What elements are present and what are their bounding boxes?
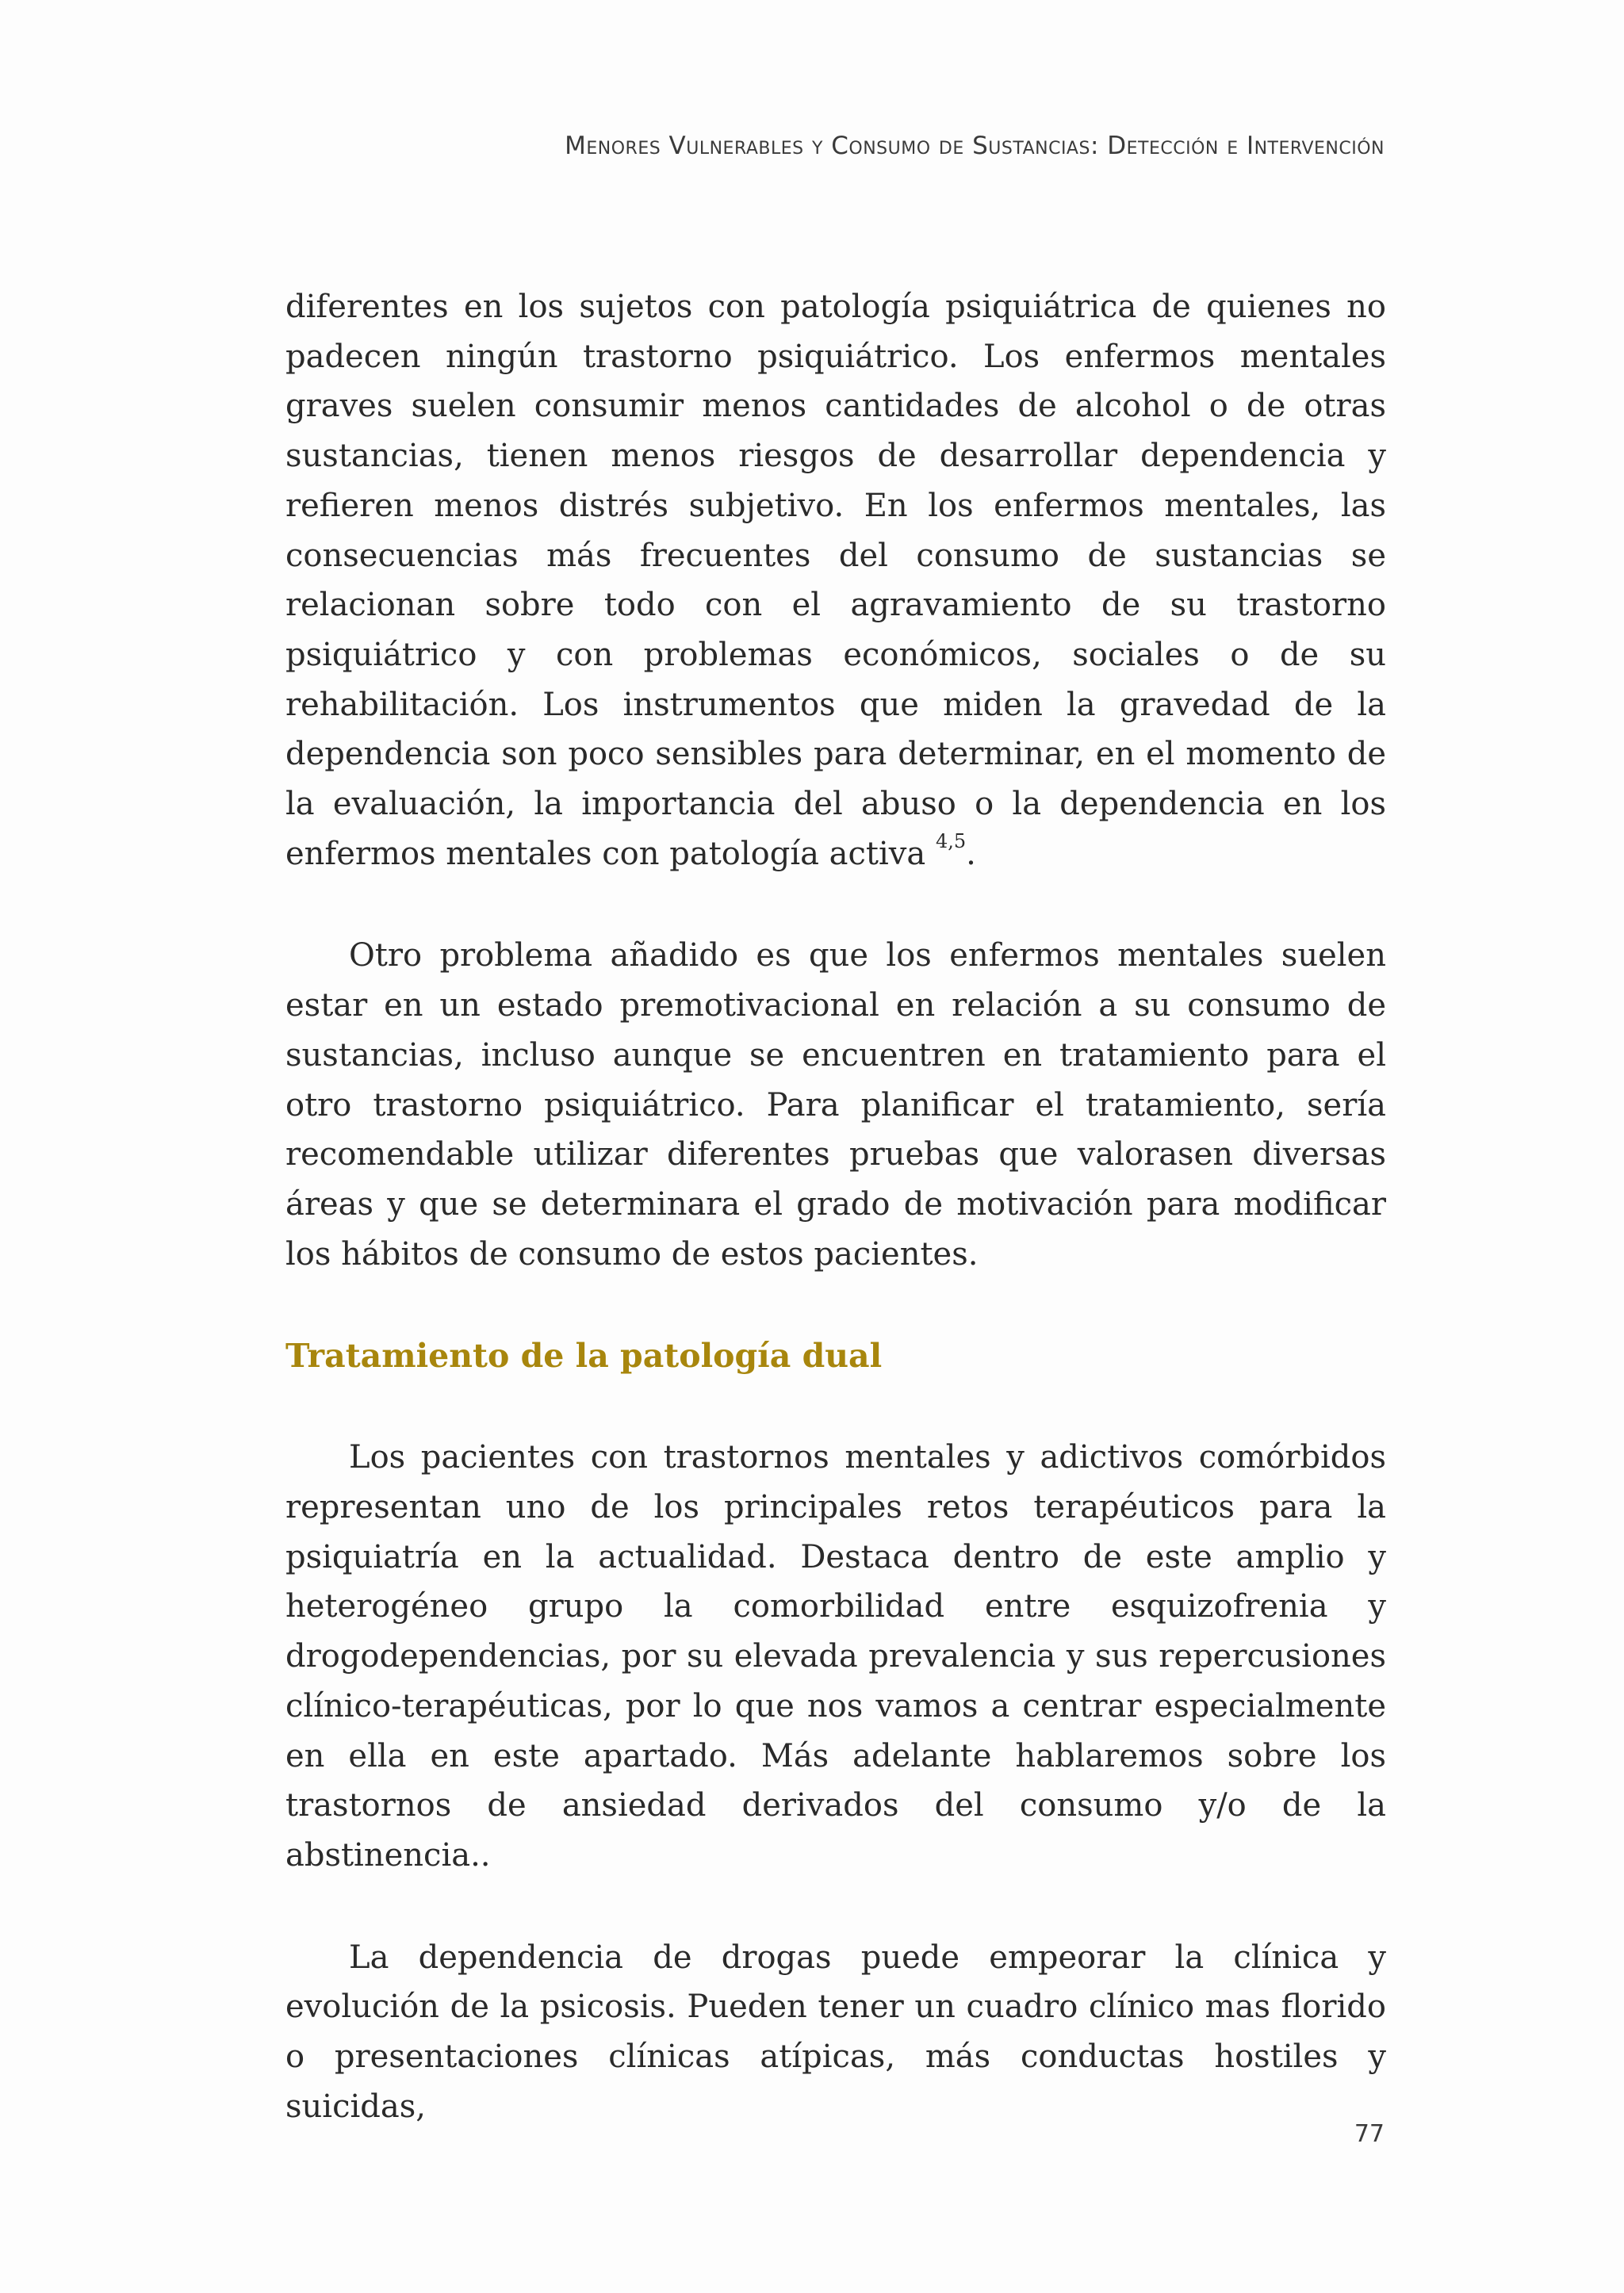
page-body [285, 282, 1386, 2132]
section-heading: Tratamiento de la patología dual [285, 1337, 883, 1376]
paragraph-spacer [285, 879, 1386, 931]
running-header-title: Menores Vulnerables y Consumo de Sustancias: Detección e Intervención [565, 132, 1385, 160]
paragraph-spacer [285, 1380, 1386, 1433]
citation-superscript: 4,5 [935, 830, 967, 853]
body-paragraph: La dependencia de drogas puede empeorar la clínica y evolución de la psicosis. Pueden tener un cuadro clínico mas florido o presentaciones clínicas atípicas, más conductas hostiles y suicidas, [285, 1939, 1386, 2125]
paragraph-spacer [285, 1881, 1386, 1933]
paragraph-end-punctuation: . [966, 835, 976, 872]
paragraph-spacer [285, 1279, 1386, 1331]
paragraph-text: diferentes en los sujetos con patología psiquiátrica de quienes no padecen ningún trastorno psiquiátrico. Los enfermos mentales graves suelen consumir menos cantidades de alcohol o de otras sustancias, tienen menos riesgos de desarrollar dependencia y refieren menos distrés subjetivo. En los enfermos mentales, las consecuencias más frecuentes del consumo de sustancias se relacionan sobre todo con el agravamiento de su trastorno psiquiátrico y con problemas económicos, sociales o de su rehabilitación. Los instrumentos que miden la gravedad de la dependencia son poco sensibles para determinar, en el momento de la evaluación, la importancia del abuso o la dependencia en los enfermos mentales con patología activa [285, 289, 1386, 872]
body-paragraph: Los pacientes con trastornos mentales y adictivos comórbidos representan uno de los principales retos terapéuticos para la psiquiatría en la actualidad. Destaca dentro de este amplio y heterogéneo grupo la comorbilidad entre esquizofrenia y drogodependencias, por su elevada prevalencia y sus repercusiones clínico-terapéuticas, por lo que nos vamos a centrar especialmente en ella en este apartado. Más adelante hablaremos sobre los trastornos de ansiedad derivados del consumo y/o de la abstinencia.. [285, 1439, 1386, 1874]
body-paragraph [285, 282, 1386, 879]
page-number: 77 [1354, 2120, 1385, 2148]
body-paragraph: Otro problema añadido es que los enfermos mentales suelen estar en un estado premotivacional en relación a su consumo de sustancias, incluso aunque se encuentren en tratamiento para el otro trastorno psiquiátrico. Para planificar el tratamiento, sería recomendable utilizar diferentes pruebas que valorasen diversas áreas y que se determinara el grado de motivación para modificar los hábitos de consumo de estos pacientes. [285, 937, 1386, 1273]
